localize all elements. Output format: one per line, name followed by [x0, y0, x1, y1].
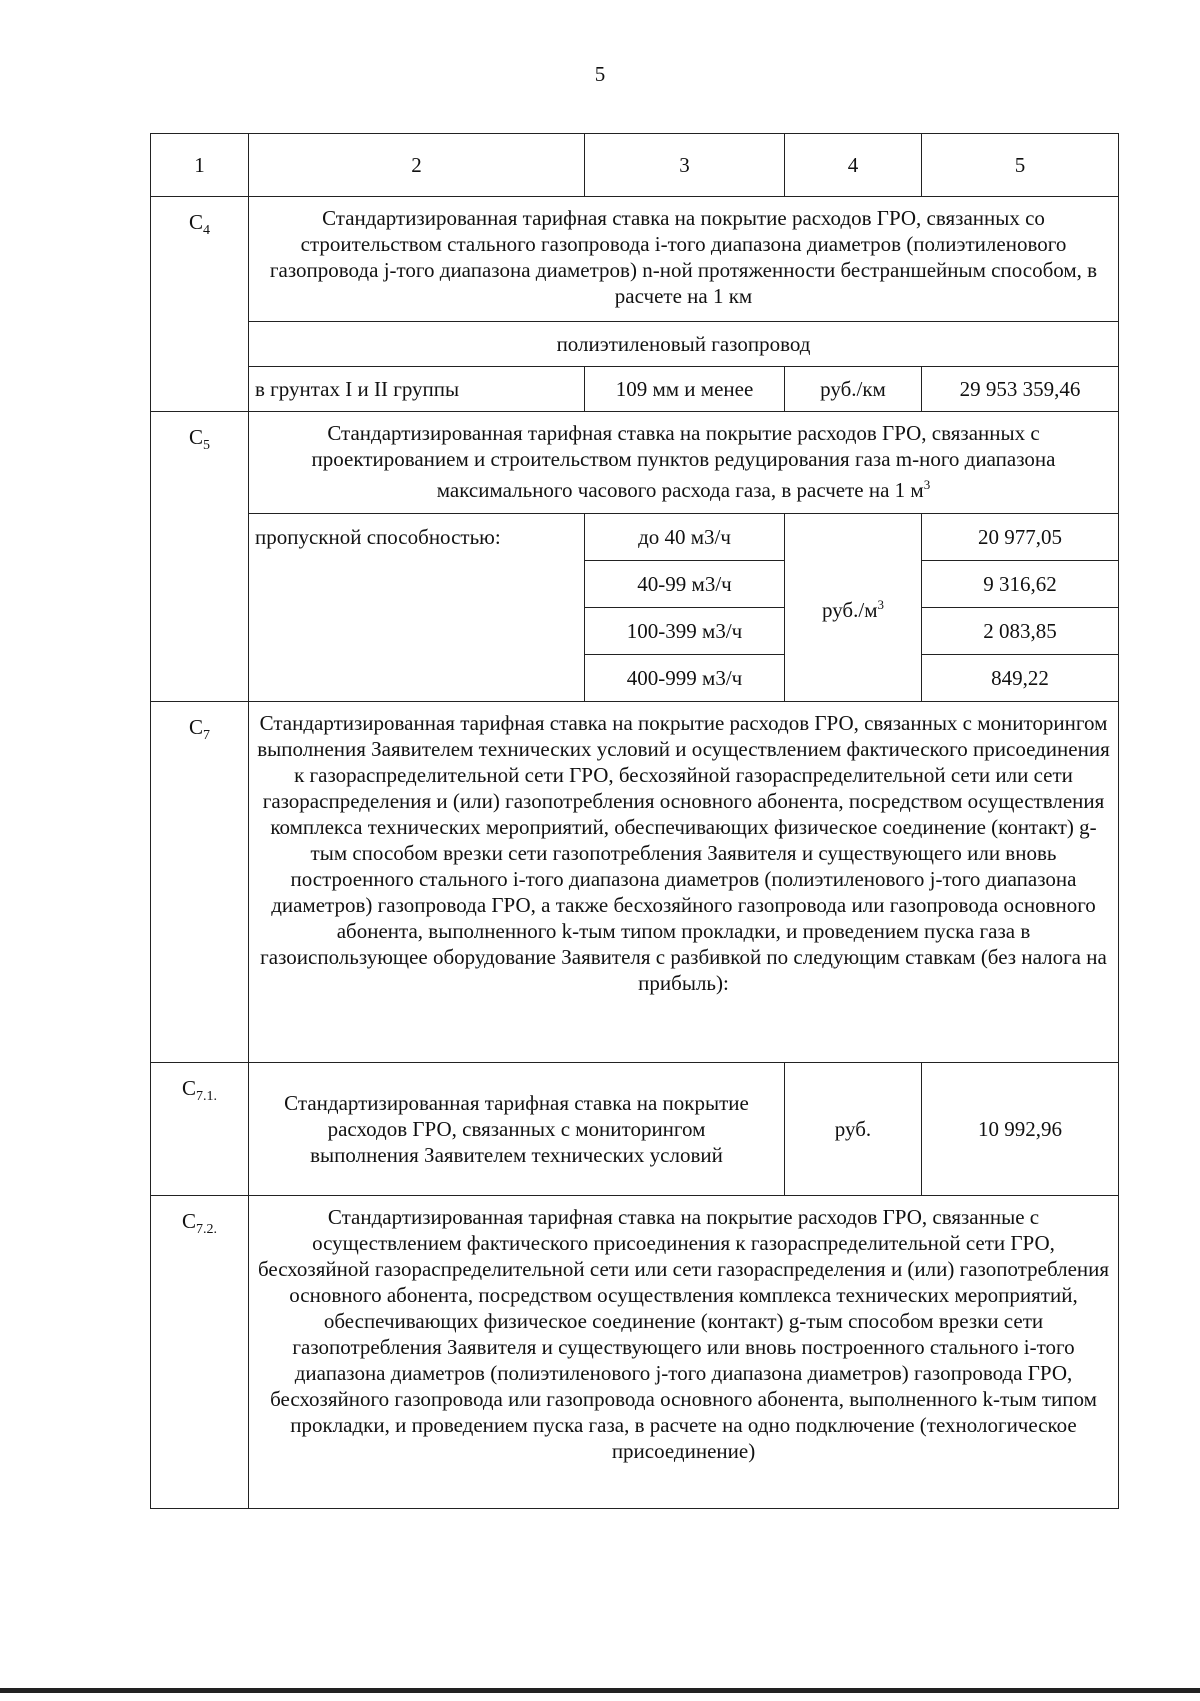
header-cell-5: 5	[922, 134, 1119, 197]
c5-range-3: 100-399 м3/ч	[585, 608, 785, 655]
page-number: 5	[594, 62, 606, 86]
c71-unit: руб.	[785, 1063, 922, 1196]
c72-description: Стандартизированная тарифная ставка на покрытие расходов ГРО, связанные с осуществлением фактического присоединения к газораспределительной сети ГРО, бесхозяйной газораспределительной сети или сети газораспределения и (или) газопотребления основного абонента, посредством осуществления комплекса технических мероприятий, обеспечивающих физическое соединение (контакт) g-тым способом врезки сети газопотребления Заявителя и существующего или вновь построенного стального i-того диапазона диаметров (полиэтиленового j-того диапазона диаметров) газопровода ГРО, бесхозяйного газопровода или газопровода основного абонента, выполненного k-тым типом прокладки, и проведением пуска газа, в расчете на одно подключение (технологическое присоединение)	[249, 1196, 1119, 1509]
c5-range-1: до 40 м3/ч	[585, 514, 785, 561]
c5-range-2: 40-99 м3/ч	[585, 561, 785, 608]
c4-subheader: полиэтиленовый газопровод	[249, 322, 1119, 367]
c5-range-4: 400-999 м3/ч	[585, 655, 785, 702]
c4-unit: руб./км	[785, 367, 922, 412]
c71-row	[151, 1063, 1119, 1196]
c4-code: $С_4$	[151, 197, 249, 412]
c72-code: $С_{7.2.}$	[151, 1196, 249, 1509]
c72-row	[151, 1196, 1119, 1509]
c71-code: $С_{7.1.}$	[151, 1063, 249, 1196]
c5-value-2: 9 316,62	[922, 561, 1119, 608]
c5-description: Стандартизированная тарифная ставка на покрытие расходов ГРО, связанных с проектированием и строительством пунктов редуцирования газа m-ного диапазона максимального часового расхода газа, в расчете на 1 $м^3$	[249, 412, 1119, 514]
c4-data-row	[151, 367, 1119, 412]
c5-value-3: 2 083,85	[922, 608, 1119, 655]
header-cell-3: 3	[585, 134, 785, 197]
c71-value: 10 992,96	[922, 1063, 1119, 1196]
tariff-table	[150, 133, 1119, 1509]
c5-value-1: 20 977,05	[922, 514, 1119, 561]
bottom-scan-border	[0, 1688, 1200, 1693]
c7-code: $С_7$	[151, 702, 249, 1063]
c4-description-row	[151, 197, 1119, 322]
c5-value-4: 849,22	[922, 655, 1119, 702]
header-cell-4: 4	[785, 134, 922, 197]
c4-soil-label: в грунтах I и II группы	[249, 367, 585, 412]
c7-description: Стандартизированная тарифная ставка на покрытие расходов ГРО, связанных с мониторингом выполнения Заявителем технических условий и осуществлением фактического присоединения к газораспределительной сети ГРО, бесхозяйной газораспределительной сети или сети газораспределения и (или) газопотребления основного абонента, посредством осуществления комплекса технических мероприятий, обеспечивающих физическое соединение (контакт) g-тым способом врезки сети газопотребления Заявителя и существующего или вновь построенного стального i-того диапазона диаметров (полиэтиленового j-того диапазона диаметров) газопровода ГРО, а также бесхозяйного газопровода или газопровода основного абонента, выполненного k-тым типом прокладки, и проведением пуска газа в газоиспользующее оборудование Заявителя с разбивкой по следующим ставкам (без налога на прибыль):	[249, 702, 1119, 1063]
c4-value: 29 953 359,46	[922, 367, 1119, 412]
c5-code: $С_5$	[151, 412, 249, 702]
table-header-row	[151, 134, 1119, 197]
header-cell-2: 2	[249, 134, 585, 197]
c4-subheader-row	[151, 322, 1119, 367]
c71-description: Стандартизированная тарифная ставка на покрытие расходов ГРО, связанных с мониторингом выполнения Заявителем технических условий	[249, 1063, 785, 1196]
c5-capacity-label: пропускной способностью:	[249, 514, 585, 702]
c5-row-1	[151, 514, 1119, 561]
header-cell-1: 1	[151, 134, 249, 197]
c5-description-row	[151, 412, 1119, 514]
c4-range: 109 мм и менее	[585, 367, 785, 412]
c7-row	[151, 702, 1119, 1063]
c5-unit: $руб./м^3$	[785, 514, 922, 702]
c4-description: Стандартизированная тарифная ставка на покрытие расходов ГРО, связанных со строительством стального газопровода i-того диапазона диаметров (полиэтиленового газопровода j-того диапазона диаметров) n-ной протяженности бестраншейным способом, в расчете на 1 км	[249, 197, 1119, 322]
